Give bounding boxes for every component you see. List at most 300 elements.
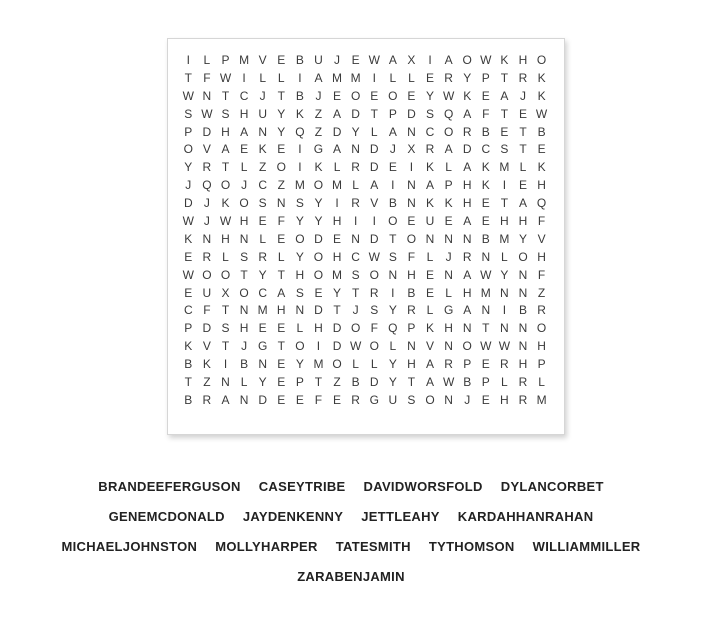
grid-cell[interactable]: Y xyxy=(277,124,286,139)
grid-cell[interactable]: R xyxy=(462,124,472,139)
grid-cell[interactable]: W xyxy=(480,339,492,354)
grid-cell[interactable]: Y xyxy=(351,124,360,139)
grid-cell[interactable]: V xyxy=(202,339,211,354)
grid-cell[interactable]: Z xyxy=(259,160,267,175)
grid-cell[interactable]: H xyxy=(462,178,472,193)
grid-cell[interactable]: O xyxy=(536,321,547,336)
grid-cell[interactable]: L xyxy=(519,160,527,175)
grid-cell[interactable]: E xyxy=(351,53,360,67)
grid-cell[interactable]: O xyxy=(443,124,454,139)
grid-cell[interactable]: L xyxy=(259,231,267,246)
grid-cell[interactable]: P xyxy=(407,321,416,336)
grid-cell[interactable]: Z xyxy=(333,375,341,390)
grid-cell[interactable]: W xyxy=(201,106,213,121)
grid-cell[interactable]: H xyxy=(314,321,323,336)
grid-cell[interactable]: E xyxy=(277,392,286,407)
grid-cell[interactable]: O xyxy=(518,249,528,264)
grid-cell[interactable]: Y xyxy=(388,357,397,372)
grid-cell[interactable]: S xyxy=(240,249,249,264)
grid-cell[interactable]: I xyxy=(391,285,395,300)
grid-cell[interactable]: N xyxy=(518,339,528,354)
grid-cell[interactable]: H xyxy=(500,392,509,407)
grid-cell[interactable]: W xyxy=(182,88,194,103)
grid-cell[interactable]: U xyxy=(425,214,435,229)
grid-cell[interactable]: I xyxy=(298,160,302,175)
grid-cell[interactable]: Z xyxy=(314,124,323,139)
grid-cell[interactable]: T xyxy=(184,70,192,85)
grid-cell[interactable]: H xyxy=(518,214,528,229)
grid-cell[interactable]: S xyxy=(295,285,304,300)
grid-cell[interactable]: S xyxy=(221,106,230,121)
grid-cell[interactable]: T xyxy=(482,321,490,336)
grid-cell[interactable]: M xyxy=(350,70,361,85)
grid-cell[interactable]: P xyxy=(295,375,304,390)
grid-cell[interactable]: O xyxy=(350,321,361,336)
grid-cell[interactable]: F xyxy=(314,392,323,407)
grid-cell[interactable]: E xyxy=(500,124,509,139)
grid-cell[interactable]: D xyxy=(332,124,342,139)
grid-cell[interactable]: F xyxy=(203,303,211,318)
grid-cell[interactable]: K xyxy=(426,321,435,336)
grid-cell[interactable]: T xyxy=(500,70,509,85)
grid-cell[interactable]: J xyxy=(334,53,341,67)
grid-cell[interactable]: A xyxy=(444,53,453,67)
grid-cell[interactable]: W xyxy=(368,53,380,67)
grid-cell[interactable]: I xyxy=(223,357,228,372)
grid-cell[interactable]: R xyxy=(351,160,360,175)
grid-cell[interactable]: L xyxy=(445,285,452,300)
grid-cell[interactable]: D xyxy=(258,392,267,407)
grid-cell[interactable]: T xyxy=(221,339,230,354)
grid-cell[interactable]: N xyxy=(239,392,249,407)
grid-cell[interactable]: M xyxy=(239,53,250,67)
grid-cell[interactable]: R xyxy=(369,285,379,300)
grid-cell[interactable]: P xyxy=(481,375,490,390)
grid-cell[interactable]: A xyxy=(333,106,342,121)
grid-cell[interactable]: N xyxy=(462,321,472,336)
grid-cell[interactable]: D xyxy=(183,196,193,211)
grid-cell[interactable]: B xyxy=(240,357,249,372)
grid-cell[interactable]: N xyxy=(500,285,509,300)
grid-cell[interactable]: E xyxy=(537,142,546,157)
grid-cell[interactable]: W xyxy=(182,267,194,282)
grid-cell[interactable]: Y xyxy=(333,285,342,300)
grid-cell[interactable]: D xyxy=(314,303,323,318)
grid-cell[interactable]: L xyxy=(389,339,397,354)
grid-cell[interactable]: N xyxy=(239,231,249,246)
grid-cell[interactable]: E xyxy=(333,231,342,246)
grid-cell[interactable]: L xyxy=(352,178,359,193)
grid-cell[interactable]: E xyxy=(184,285,193,300)
grid-cell[interactable]: J xyxy=(241,178,248,193)
grid-cell[interactable]: E xyxy=(295,392,304,407)
grid-cell[interactable]: E xyxy=(370,88,379,103)
grid-cell[interactable]: P xyxy=(184,321,193,336)
grid-cell[interactable]: E xyxy=(481,392,490,407)
grid-cell[interactable]: H xyxy=(295,267,305,282)
grid-cell[interactable]: I xyxy=(186,53,190,67)
grid-cell[interactable]: L xyxy=(445,160,452,175)
grid-cell[interactable]: Y xyxy=(426,88,435,103)
grid-cell[interactable]: T xyxy=(240,267,248,282)
grid-cell[interactable]: I xyxy=(502,303,507,318)
grid-cell[interactable]: H xyxy=(239,106,249,121)
grid-cell[interactable]: L xyxy=(240,375,248,390)
grid-cell[interactable]: R xyxy=(258,249,267,264)
grid-cell[interactable]: N xyxy=(351,142,360,157)
grid-cell[interactable]: N xyxy=(444,392,453,407)
grid-cell[interactable]: N xyxy=(407,339,416,354)
grid-cell[interactable]: Y xyxy=(314,214,323,229)
grid-cell[interactable]: J xyxy=(203,214,210,229)
grid-cell[interactable]: S xyxy=(184,106,193,121)
grid-cell[interactable]: A xyxy=(333,142,342,157)
grid-cell[interactable]: H xyxy=(500,214,509,229)
grid-cell[interactable]: Y xyxy=(184,160,193,175)
grid-cell[interactable]: K xyxy=(463,88,472,103)
grid-cell[interactable]: I xyxy=(242,70,246,85)
grid-cell[interactable]: W xyxy=(480,267,492,282)
grid-cell[interactable]: C xyxy=(351,249,360,264)
grid-cell[interactable]: J xyxy=(241,339,248,354)
grid-cell[interactable]: L xyxy=(240,160,248,175)
grid-cell[interactable]: N xyxy=(518,267,528,282)
grid-cell[interactable]: R xyxy=(202,249,212,264)
grid-cell[interactable]: N xyxy=(221,375,230,390)
grid-cell[interactable]: S xyxy=(500,142,509,157)
grid-cell[interactable]: C xyxy=(481,142,491,157)
grid-cell[interactable]: N xyxy=(295,303,305,318)
grid-cell[interactable]: Y xyxy=(500,267,509,282)
grid-cell[interactable]: Z xyxy=(537,285,546,300)
grid-cell[interactable]: G xyxy=(443,303,454,318)
grid-cell[interactable]: P xyxy=(444,178,453,193)
grid-cell[interactable]: K xyxy=(184,339,193,354)
grid-cell[interactable]: K xyxy=(314,160,323,175)
grid-cell[interactable]: N xyxy=(444,231,453,246)
grid-cell[interactable]: B xyxy=(463,375,472,390)
grid-cell[interactable]: N xyxy=(444,339,453,354)
grid-cell[interactable]: E xyxy=(314,285,323,300)
grid-cell[interactable]: R xyxy=(351,392,360,407)
grid-cell[interactable]: B xyxy=(388,196,397,211)
grid-cell[interactable]: D xyxy=(314,231,323,246)
grid-cell[interactable]: L xyxy=(426,249,434,264)
grid-cell[interactable]: E xyxy=(444,214,453,229)
grid-cell[interactable]: T xyxy=(277,267,285,282)
grid-cell[interactable]: J xyxy=(352,303,359,318)
grid-cell[interactable]: E xyxy=(184,249,193,264)
grid-cell[interactable]: N xyxy=(481,249,491,264)
grid-cell[interactable]: N xyxy=(276,196,286,211)
grid-cell[interactable]: Q xyxy=(202,178,212,193)
grid-cell[interactable]: D xyxy=(202,321,212,336)
grid-cell[interactable]: N xyxy=(351,231,360,246)
grid-cell[interactable]: N xyxy=(388,267,398,282)
grid-cell[interactable]: N xyxy=(518,285,528,300)
grid-cell[interactable]: S xyxy=(370,303,379,318)
grid-cell[interactable]: K xyxy=(500,53,509,67)
grid-cell[interactable]: S xyxy=(295,196,304,211)
grid-cell[interactable]: R xyxy=(425,142,435,157)
grid-cell[interactable]: E xyxy=(518,106,527,121)
grid-cell[interactable]: J xyxy=(519,88,526,103)
grid-cell[interactable]: D xyxy=(462,142,472,157)
grid-cell[interactable]: H xyxy=(518,53,528,67)
grid-cell[interactable]: M xyxy=(536,392,547,407)
grid-cell[interactable]: T xyxy=(370,106,378,121)
grid-cell[interactable]: T xyxy=(389,231,397,246)
grid-cell[interactable]: D xyxy=(202,124,212,139)
grid-cell[interactable]: E xyxy=(277,357,286,372)
grid-cell[interactable]: H xyxy=(462,285,472,300)
grid-cell[interactable]: Y xyxy=(388,375,397,390)
grid-cell[interactable]: N xyxy=(407,124,416,139)
grid-cell[interactable]: N xyxy=(444,267,453,282)
grid-cell[interactable]: O xyxy=(536,53,547,67)
grid-cell[interactable]: E xyxy=(277,375,286,390)
grid-cell[interactable]: N xyxy=(462,231,472,246)
grid-cell[interactable]: W xyxy=(219,70,232,85)
grid-cell[interactable]: E xyxy=(277,142,286,157)
grid-cell[interactable]: W xyxy=(535,106,548,121)
grid-cell[interactable]: W xyxy=(442,88,455,103)
grid-cell[interactable]: L xyxy=(501,375,508,390)
grid-cell[interactable]: A xyxy=(221,392,230,407)
grid-cell[interactable]: A xyxy=(240,124,249,139)
grid-cell[interactable]: K xyxy=(202,357,211,372)
grid-cell[interactable]: Y xyxy=(295,214,304,229)
grid-cell[interactable]: R xyxy=(518,392,528,407)
grid-cell[interactable]: L xyxy=(501,249,508,264)
grid-cell[interactable]: T xyxy=(184,375,192,390)
grid-cell[interactable]: M xyxy=(313,357,324,372)
grid-cell[interactable]: H xyxy=(239,214,249,229)
grid-cell[interactable]: E xyxy=(426,285,435,300)
grid-cell[interactable]: E xyxy=(333,392,342,407)
grid-cell[interactable]: W xyxy=(349,339,362,354)
grid-cell[interactable]: L xyxy=(389,70,397,85)
grid-cell[interactable]: M xyxy=(332,70,343,85)
grid-cell[interactable]: B xyxy=(351,375,360,390)
grid-cell[interactable]: L xyxy=(408,70,415,85)
grid-cell[interactable]: V xyxy=(202,142,211,157)
grid-cell[interactable]: N xyxy=(407,196,416,211)
grid-cell[interactable]: I xyxy=(353,214,358,229)
grid-cell[interactable]: E xyxy=(277,53,286,67)
grid-cell[interactable]: E xyxy=(481,196,490,211)
grid-cell[interactable]: H xyxy=(537,249,546,264)
grid-cell[interactable]: F xyxy=(482,106,490,121)
grid-cell[interactable]: R xyxy=(537,303,546,318)
grid-cell[interactable]: U xyxy=(314,53,323,67)
grid-cell[interactable]: T xyxy=(333,303,341,318)
grid-cell[interactable]: A xyxy=(426,178,435,193)
grid-cell[interactable]: N xyxy=(202,231,212,246)
grid-cell[interactable]: O xyxy=(202,267,212,282)
grid-cell[interactable]: Y xyxy=(518,231,527,246)
grid-cell[interactable]: J xyxy=(389,142,396,157)
grid-cell[interactable]: J xyxy=(203,196,210,211)
grid-cell[interactable]: O xyxy=(462,339,472,354)
grid-cell[interactable]: H xyxy=(239,321,249,336)
grid-cell[interactable]: O xyxy=(369,339,379,354)
grid-cell[interactable]: D xyxy=(407,106,416,121)
grid-cell[interactable]: E xyxy=(407,88,416,103)
grid-cell[interactable]: H xyxy=(221,124,230,139)
grid-cell[interactable]: U xyxy=(258,106,267,121)
grid-cell[interactable]: B xyxy=(295,88,304,103)
grid-cell[interactable]: E xyxy=(277,231,286,246)
grid-cell[interactable]: T xyxy=(519,124,527,139)
grid-cell[interactable]: H xyxy=(537,178,546,193)
grid-cell[interactable]: H xyxy=(518,357,528,372)
grid-cell[interactable]: E xyxy=(426,267,435,282)
grid-cell[interactable]: H xyxy=(444,321,453,336)
grid-cell[interactable]: F xyxy=(537,267,546,282)
grid-cell[interactable]: M xyxy=(499,160,510,175)
grid-cell[interactable]: C xyxy=(239,88,249,103)
grid-cell[interactable]: H xyxy=(407,357,416,372)
grid-cell[interactable]: M xyxy=(332,178,343,193)
grid-cell[interactable]: D xyxy=(369,375,379,390)
grid-cell[interactable]: Y xyxy=(314,196,323,211)
grid-cell[interactable]: J xyxy=(185,178,192,193)
grid-cell[interactable]: M xyxy=(257,303,268,318)
grid-cell[interactable]: D xyxy=(332,339,342,354)
grid-cell[interactable]: R xyxy=(444,357,453,372)
grid-cell[interactable]: A xyxy=(463,160,472,175)
grid-cell[interactable]: O xyxy=(239,196,249,211)
grid-cell[interactable]: P xyxy=(537,357,546,372)
grid-cell[interactable]: H xyxy=(276,303,286,318)
grid-cell[interactable]: O xyxy=(462,53,472,67)
grid-cell[interactable]: T xyxy=(221,88,230,103)
grid-cell[interactable]: I xyxy=(298,142,302,157)
grid-cell[interactable]: A xyxy=(463,303,472,318)
grid-cell[interactable]: H xyxy=(332,214,342,229)
grid-cell[interactable]: E xyxy=(333,88,342,103)
grid-cell[interactable]: F xyxy=(277,214,285,229)
grid-cell[interactable]: B xyxy=(481,124,490,139)
grid-cell[interactable]: Q xyxy=(295,124,305,139)
grid-cell[interactable]: M xyxy=(499,231,510,246)
grid-cell[interactable]: U xyxy=(388,392,398,407)
grid-cell[interactable]: F xyxy=(407,249,416,264)
grid-cell[interactable]: C xyxy=(183,303,193,318)
grid-cell[interactable]: I xyxy=(372,214,376,229)
grid-cell[interactable]: Y xyxy=(463,70,472,85)
grid-cell[interactable]: T xyxy=(351,285,360,300)
grid-cell[interactable]: R xyxy=(500,357,509,372)
grid-cell[interactable]: Y xyxy=(388,303,397,318)
grid-cell[interactable]: N xyxy=(425,231,435,246)
grid-cell[interactable]: A xyxy=(388,53,397,67)
grid-cell[interactable]: Q xyxy=(443,106,454,121)
grid-cell[interactable]: K xyxy=(481,178,490,193)
grid-cell[interactable]: O xyxy=(313,249,324,264)
grid-cell[interactable]: X xyxy=(407,142,416,157)
grid-cell[interactable]: X xyxy=(221,285,230,300)
grid-cell[interactable]: P xyxy=(221,53,230,67)
grid-cell[interactable]: R xyxy=(202,160,212,175)
grid-cell[interactable]: Y xyxy=(295,249,304,264)
grid-cell[interactable]: P xyxy=(184,124,193,139)
grid-cell[interactable]: W xyxy=(219,214,232,229)
grid-cell[interactable]: I xyxy=(391,178,395,193)
grid-cell[interactable]: E xyxy=(277,321,286,336)
grid-cell[interactable]: B xyxy=(184,392,193,407)
grid-cell[interactable]: K xyxy=(184,231,193,246)
grid-cell[interactable]: J xyxy=(315,88,322,103)
grid-cell[interactable]: R xyxy=(444,70,453,85)
grid-cell[interactable]: D xyxy=(351,106,360,121)
grid-cell[interactable]: J xyxy=(259,88,266,103)
grid-cell[interactable]: S xyxy=(221,321,230,336)
grid-cell[interactable]: E xyxy=(481,214,490,229)
grid-cell[interactable]: O xyxy=(425,392,435,407)
grid-cell[interactable]: H xyxy=(221,231,230,246)
grid-cell[interactable]: A xyxy=(370,178,379,193)
grid-cell[interactable]: B xyxy=(407,285,416,300)
grid-cell[interactable]: O xyxy=(239,285,249,300)
grid-cell[interactable]: F xyxy=(370,321,378,336)
grid-cell[interactable]: H xyxy=(537,339,546,354)
grid-cell[interactable]: U xyxy=(202,285,212,300)
grid-cell[interactable]: I xyxy=(372,70,376,85)
grid-cell[interactable]: L xyxy=(352,357,359,372)
grid-cell[interactable]: K xyxy=(444,196,453,211)
grid-cell[interactable]: Y xyxy=(277,106,286,121)
grid-cell[interactable]: O xyxy=(276,160,286,175)
grid-cell[interactable]: K xyxy=(426,160,435,175)
grid-cell[interactable]: O xyxy=(295,231,305,246)
grid-cell[interactable]: V xyxy=(258,53,267,67)
grid-cell[interactable]: E xyxy=(407,214,416,229)
grid-cell[interactable]: L xyxy=(203,53,211,67)
grid-cell[interactable]: I xyxy=(428,53,432,67)
grid-cell[interactable]: J xyxy=(445,249,452,264)
grid-cell[interactable]: O xyxy=(350,88,361,103)
grid-cell[interactable]: R xyxy=(351,196,360,211)
grid-cell[interactable]: L xyxy=(538,375,545,390)
grid-cell[interactable]: T xyxy=(407,375,416,390)
grid-cell[interactable]: B xyxy=(518,303,527,318)
grid-cell[interactable]: G xyxy=(313,142,324,157)
grid-cell[interactable]: K xyxy=(537,160,546,175)
grid-cell[interactable]: L xyxy=(426,303,434,318)
grid-cell[interactable]: O xyxy=(388,214,398,229)
grid-cell[interactable]: Q xyxy=(388,321,398,336)
grid-cell[interactable]: O xyxy=(295,339,305,354)
grid-cell[interactable]: L xyxy=(277,249,285,264)
grid-cell[interactable]: E xyxy=(388,160,397,175)
grid-cell[interactable]: A xyxy=(463,106,472,121)
grid-cell[interactable]: L xyxy=(296,321,304,336)
grid-cell[interactable]: C xyxy=(258,178,267,193)
grid-cell[interactable]: N xyxy=(481,303,491,318)
grid-cell[interactable]: G xyxy=(258,339,268,354)
grid-cell[interactable]: X xyxy=(407,53,416,67)
grid-cell[interactable]: R xyxy=(462,249,472,264)
grid-cell[interactable]: I xyxy=(335,196,339,211)
grid-cell[interactable]: R xyxy=(518,375,528,390)
grid-cell[interactable]: O xyxy=(332,357,342,372)
grid-cell[interactable]: Y xyxy=(258,375,267,390)
grid-cell[interactable]: C xyxy=(425,124,435,139)
grid-cell[interactable]: O xyxy=(313,178,324,193)
grid-cell[interactable]: A xyxy=(426,375,435,390)
